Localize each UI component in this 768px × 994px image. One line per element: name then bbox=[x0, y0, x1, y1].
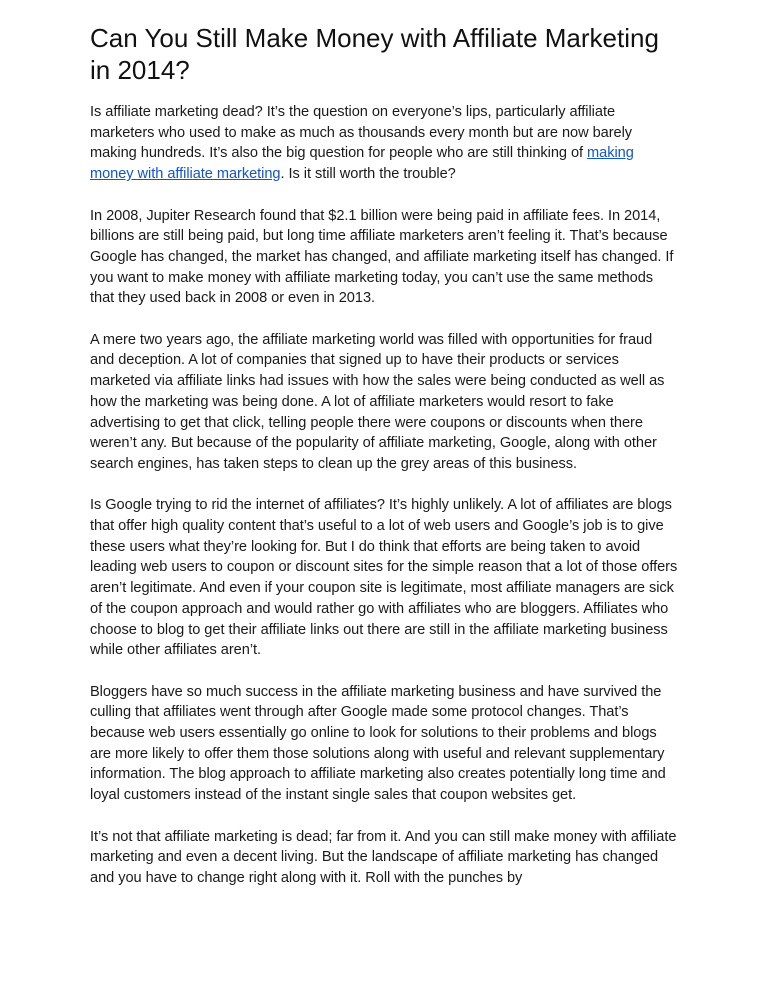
paragraph-6: It’s not that affiliate marketing is dead; far from it. And you can still make money with affiliate marketing and even a decent living. But the landscape of affiliate marketing has changed and you have to change right along with it. Roll with the punches by bbox=[90, 828, 677, 886]
article-title: Can You Still Make Money with Affiliate Marketing in 2014? bbox=[90, 23, 659, 85]
paragraph-1-text-before: Is affiliate marketing dead? It’s the question on everyone’s lips, particularly affiliate marketers who used to make as much as thousands every month but are now barely making hundreds. It’s also the big question for people who are still thinking of bbox=[90, 104, 633, 162]
paragraph-4: Is Google trying to rid the internet of affiliates? It’s highly unlikely. A lot of affiliates are blogs that offer high quality content that’s useful to a lot of web users and Google’s job is to give these users what they’re looking for. But I do think that efforts are being taken to avoid leading web users to coupon or discount sites for the simple reason that a lot of those offers aren’t legitimate. And even if your coupon site is legitimate, most affiliate managers are sick of the coupon approach and would rather go with affiliates who are bloggers. Affiliates who choose to blog to get their affiliate links out there are still in the affiliate marketing business while other affiliates aren’t. bbox=[90, 497, 678, 659]
paragraph-1 bbox=[90, 102, 680, 185]
document-page bbox=[90, 22, 680, 889]
paragraph-1-text-after: . Is it still worth the trouble? bbox=[280, 166, 456, 183]
affiliate-marketing-link[interactable]: making money with affiliate marketing bbox=[90, 145, 634, 183]
paragraph-2: In 2008, Jupiter Research found that $2.1 billion were being paid in affiliate fees. In 2014, billions are still being paid, but long time affiliate marketers aren’t feeling it. That’s because Google has changed, the market has changed, and affiliate marketing itself has changed. If you want to make money with affiliate marketing today, you can’t use the same methods that they used back in 2008 or even in 2013. bbox=[90, 207, 674, 307]
paragraph-5: Bloggers have so much success in the affiliate marketing business and have survived the culling that affiliates went through after Google made some protocol changes. That’s because web users essentially go online to look for solutions to their problems and blogs are more likely to offer them those solutions along with useful and relevant supplementary information. The blog approach to affiliate marketing also creates potentially long time and loyal customers instead of the instant single sales that coupon websites get. bbox=[90, 683, 666, 804]
paragraph-3: A mere two years ago, the affiliate marketing world was filled with opportunities for fraud and deception. A lot of companies that signed up to have their products or services marketed via affiliate links had issues with how the sales were being conducted as well as how the marketing was being done. A lot of affiliate marketers would resort to fake advertising to get that click, telling people there were coupons or discounts when there weren’t any. But because of the popularity of affiliate marketing, Google, along with other search engines, has taken steps to clean up the grey areas of this business. bbox=[90, 331, 665, 472]
